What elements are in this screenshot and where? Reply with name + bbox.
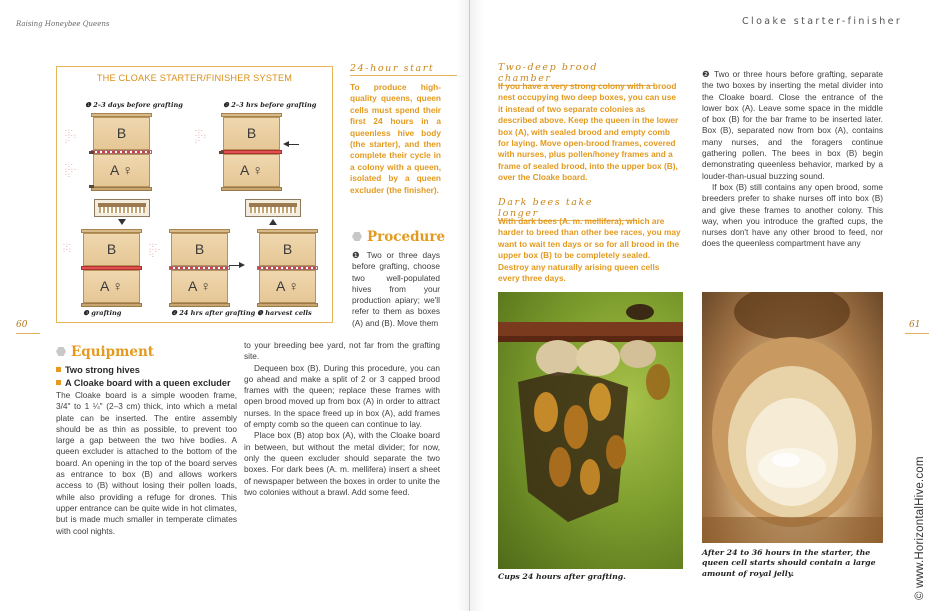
procedure-p2: Dequeen box (B). During this procedure, you can go ahead and make a split of 2 or 3 capped brood frames with the queen; replace these frames with open brood moved up from box (A) in order to attract nurses. In the space freed up in box (A), add frames of empty comb so the queen can continue to lay. [244, 362, 440, 430]
page-gutter [456, 0, 484, 611]
cloake-system-diagram [56, 66, 333, 323]
hexagon-icon [352, 232, 362, 241]
bees-dots: ·:· ·:·: :· [195, 128, 207, 145]
diagram-title: THE CLOAKE STARTER/FINISHER SYSTEM [96, 73, 293, 83]
hive-base [221, 187, 282, 191]
hive-box-a: A ♀ [223, 154, 280, 187]
hive-base [81, 303, 142, 307]
procedure-lead: ❶ Two or three days before grafting, choose two well-populated hives from your production apiary; we'll refer to them as boxes (A) and (B). Move them [352, 250, 440, 328]
remove-frame-arrow [269, 219, 277, 225]
bees-dots: ·:· ·:·: :· [65, 128, 77, 145]
hive-step-2 [223, 113, 280, 191]
procedure-p3: Place box (B) atop box (A), with the Cloake board in between, but without the metal divider; for now, only the queen excluder should separate the two boxes. For dark bees (A. m. mellifera) insert a sheet of newspaper between the boxes in order to unite the two colonies without a brawl. Add some feed. [244, 430, 440, 497]
step-5-label: ❺ harvest cells [257, 309, 312, 317]
right-column-p1: ❷ Two or three hours before grafting, separate the two boxes by inserting the metal divider into the Cloake board. Close the entrance of the lower box (A). Leave some space in the middle of box (B) for the bar frame to be inserted later. Box (B), separated now from box (A), contains many nurses, and the foragers continue gathering pollen. The bees in box (B) begin demonstrating queenless behavior, marked by a louder-than-usual buzzing sound. [702, 69, 883, 181]
remove-divider-arrow [229, 265, 243, 266]
running-header-right: Cloake starter-finisher [742, 16, 903, 27]
watermark-text: © www.HorizontalHive.com [914, 456, 926, 600]
equipment-bullet-1: Two strong hives [56, 364, 140, 377]
page-spine [469, 0, 470, 611]
two-deep-heading: Two-deep brood chamber [498, 62, 655, 86]
procedure-heading-text: Procedure [367, 229, 446, 245]
hive-box-b: B [223, 117, 280, 150]
queen-cups-illustration [498, 292, 683, 569]
page-number-left: 60 [16, 320, 28, 330]
insert-frame-arrow [118, 219, 126, 225]
bullet-square-icon [56, 367, 61, 372]
procedure-body [244, 340, 440, 498]
hive-step-3 [83, 229, 140, 307]
dark-bees-heading: Dark bees take longer [498, 197, 636, 221]
grafting-bar-frame [94, 199, 150, 217]
hive-box-b: B [93, 117, 150, 150]
sidebar-24h-text: To produce high-quality queens, queen cells must spend their first 24 hours in a queenless hive body (the starter), and then complete their cycle in a colony with a queen, isolated by a queen excluder (the finisher). [350, 82, 441, 195]
hive-base [169, 303, 230, 307]
royal-jelly-photo [702, 292, 883, 543]
hive-box-a: A ♀ [93, 154, 150, 187]
finished-cells-frame [245, 199, 301, 217]
queen-cell-illustration [702, 292, 883, 543]
hive-box-a: A ♀ [83, 270, 140, 303]
hive-box-b: B [171, 233, 228, 266]
bullet-square-icon [56, 380, 61, 385]
step-1-label: ❶ 2–3 days before grafting [85, 101, 183, 109]
hive-box-b: B [259, 233, 316, 266]
equipment-heading [56, 344, 154, 360]
bees-dots: ·:· :·: [63, 242, 72, 254]
sidebar-24h-heading: 24-hour start [350, 63, 457, 76]
right-column-p2: If box (B) still contains any open brood, some breeders prefer to shake nurses off into box (B) and give these frames to another colony. This way, when you introduce the grafted cups, the nurses don't have any other brood to feed, nor does the queenless compartment have any [702, 181, 883, 249]
lower-entrance [89, 185, 94, 188]
bees-dots: ·:· :·:· ·: [149, 242, 161, 259]
equipment-bullet-2: A Cloake board with a queen excluder [56, 377, 231, 390]
step-2-label: ❷ 2–3 hrs before grafting [223, 101, 317, 109]
equipment-text: The Cloake board is a simple wooden frame, 3/4" to 1 ¼" (2–3 cm) thick, into which a metal plate can be inserted. The entire assembly should be as thin as possible, to prevent too large a gap between the two hive bodies. A queen excluder is attached to the bottom of the board. An opening in the top of the board serves as entrance to box (B) and allows workers access to (B) without losing their pollen loads, while also providing a refuge for drones. This upper entrance can be quite wide in hot climates, but is made much smaller in temperate climates with cool nights. [56, 390, 237, 536]
upper-entrance [89, 151, 94, 154]
hive-box-a: A ♀ [171, 270, 228, 303]
right-column-body [702, 69, 883, 250]
procedure-heading [352, 229, 445, 245]
procedure-cont: to your breeding bee yard, not far from the grafting site. [244, 340, 440, 362]
bees-dots: ·:· :·:· ·: [65, 162, 77, 179]
photo2-caption: After 24 to 36 hours in the starter, the queen cell starts should contain a large amount of royal jelly. [702, 548, 876, 578]
photo1-caption: Cups 24 hours after grafting. [498, 572, 626, 581]
hive-step-4 [171, 229, 228, 307]
insert-divider-arrow [285, 144, 299, 145]
upper-entrance [219, 151, 224, 154]
step-3-label: ❸ grafting [83, 309, 122, 317]
equipment-heading-text: Equipment [71, 344, 155, 360]
hive-step-1 [93, 113, 150, 191]
hive-box-b: B [83, 233, 140, 266]
folio-rule-left [16, 333, 40, 334]
step-4-label: ❹ 24 hrs after grafting [171, 309, 256, 317]
watermark [904, 330, 924, 600]
two-deep-text: If you have a very strong colony with a brood nest occupying two deep boxes, you can use it instead of two separate colonies as described above. Keep the queen in the lower box (A), with sealed brood and empty comb for laying. Move open-brood frames, covered with nurses, plus pollen/honey frames and a frame of sealed brood, into the upper box (B), over the Cloake board. [498, 81, 679, 183]
dark-bees-text: With dark bees (A. m. mellifera), which are harder to breed than other bee races, you may want to wait ten days or so for all brood in the upper box (B) to be completely sealed. Destroy any naturally arising queen cells every three days. [498, 216, 681, 284]
hive-step-5 [259, 229, 316, 307]
page-number-right: 61 [909, 320, 921, 330]
hive-base [91, 187, 152, 191]
queen-cups-photo [498, 292, 683, 569]
hexagon-icon [56, 347, 66, 356]
hive-box-a: A ♀ [259, 270, 316, 303]
running-header-left: Raising Honeybee Queens [16, 20, 110, 28]
hive-base [257, 303, 318, 307]
